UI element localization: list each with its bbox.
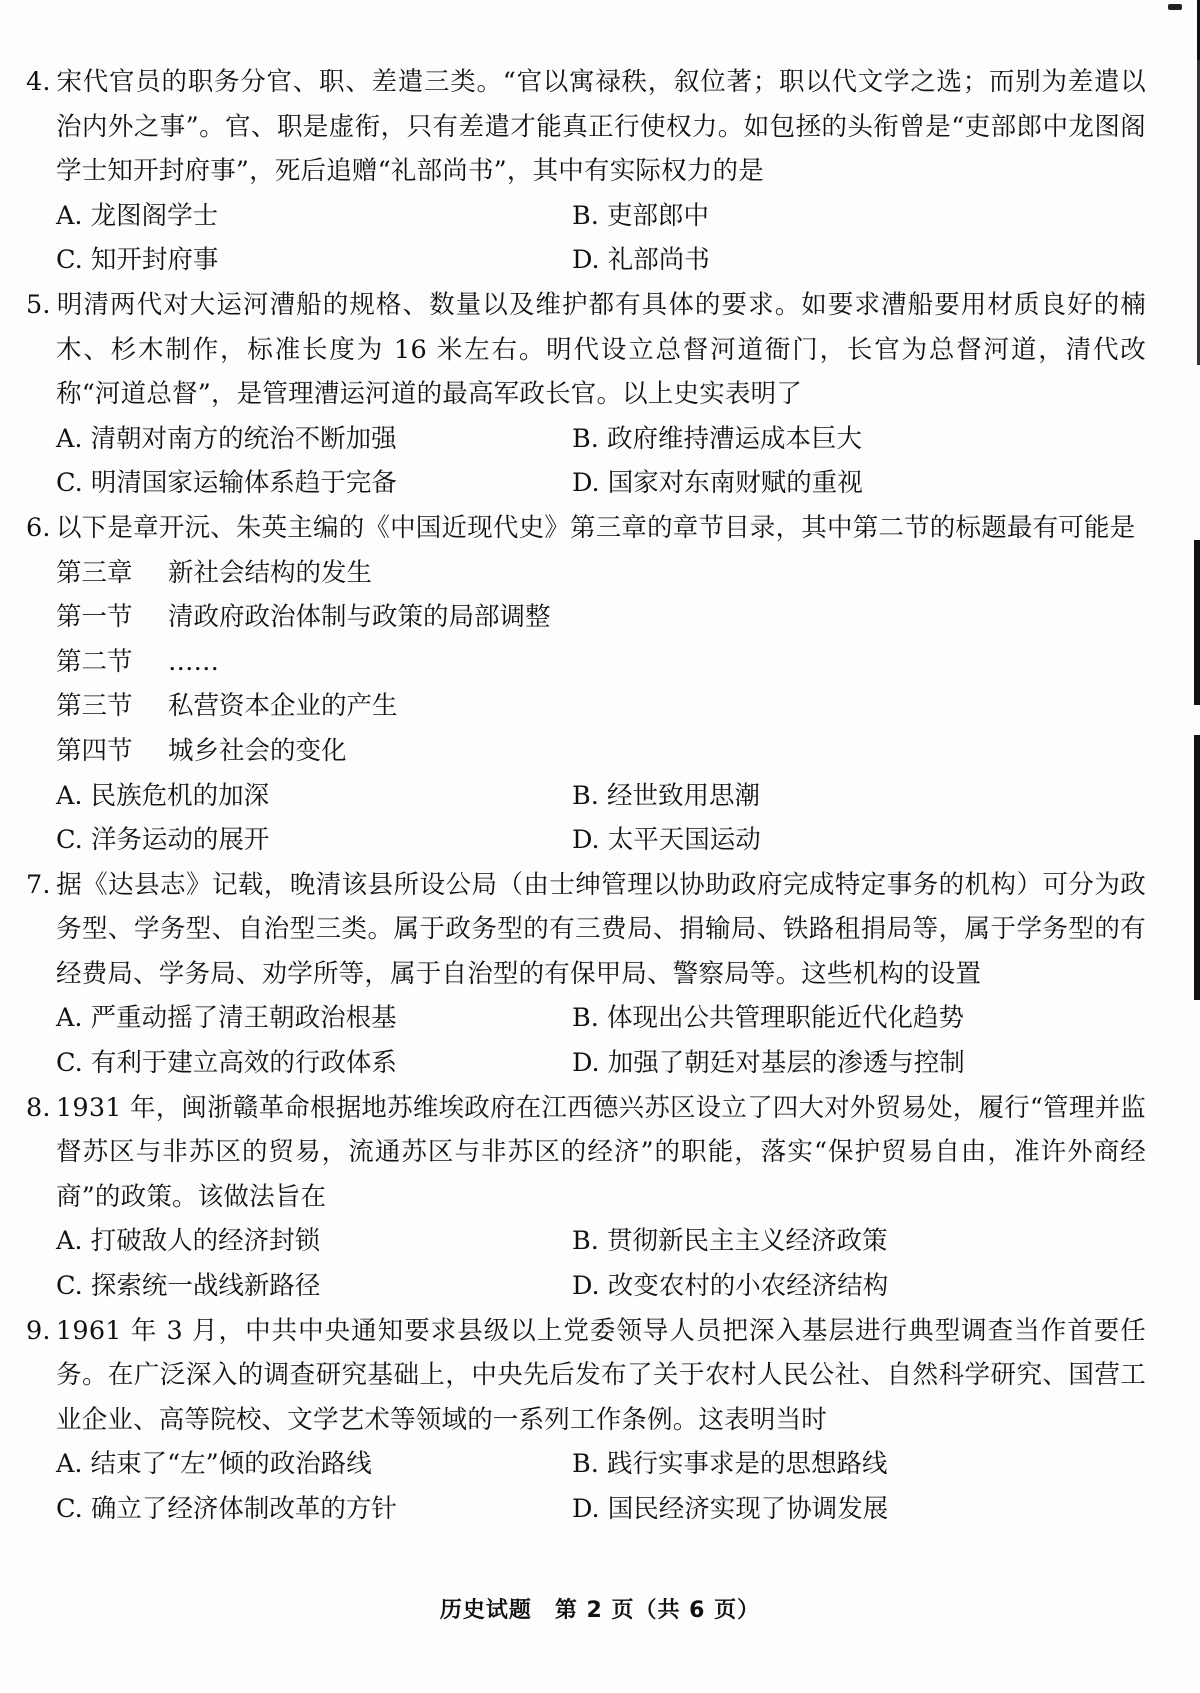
option-grid <box>26 417 1146 506</box>
question-7 <box>26 863 1146 1086</box>
question-text: 以下是章开沅、朱英主编的《中国近现代史》第三章的章节目录，其中第二节的标题最有可能是 <box>56 512 1136 543</box>
toc-entry <box>56 595 1146 640</box>
question-text: 明清两代对大运河漕船的规格、数量以及维护都有具体的要求。如要求漕船要用材质良好的楠木、杉木制作，标准长度为 16 米左右。明代设立总督河道衙门，长官为总督河道，清代改称“河道总督”，是管理漕运河道的最高军政长官。以上史实表明了 <box>56 289 1146 410</box>
question-4 <box>26 60 1146 283</box>
toc-title: 清政府政治体制与政策的局部调整 <box>168 602 551 633</box>
toc-label: 第二节 <box>56 646 133 677</box>
question-number: 9. <box>26 1315 51 1346</box>
option-a[interactable]: A. 龙图阁学士 <box>56 200 219 231</box>
question-number: 4. <box>26 67 51 97</box>
toc-label: 第四节 <box>56 735 133 766</box>
option-grid <box>26 1442 1146 1531</box>
question-number: 6. <box>26 512 51 543</box>
option-b[interactable]: B. 践行实事求是的思想路线 <box>572 1449 888 1480</box>
question-stem <box>26 1309 1146 1443</box>
question-text: 宋代官员的职务分官、职、差遣三类。“官以寓禄秩，叙位著；职以代文学之选；而别为差遣以治内外之事”。官、职是虚衔，只有差遣才能真正行使权力。如包拯的头衔曾是“吏部郎中龙图阁学士知开封府事”，死后追赠“礼部尚书”，其中有实际权力的是 <box>56 67 1146 187</box>
option-b[interactable]: B. 体现出公共管理职能近代化趋势 <box>572 1003 964 1034</box>
question-8 <box>26 1086 1146 1309</box>
question-number: 5. <box>26 289 51 320</box>
option-c[interactable]: C. 明清国家运输体系趋于完备 <box>56 468 397 499</box>
question-stem <box>26 60 1146 194</box>
option-b[interactable]: B. 吏部郎中 <box>572 200 709 231</box>
question-list <box>26 60 1146 1532</box>
question-text: 1931 年，闽浙赣革命根据地苏维埃政府在江西德兴苏区设立了四大对外贸易处，履行“管理并监督苏区与非苏区的贸易，流通苏区与非苏区的经济”的职能，落实“保护贸易自由，准许外商经商”的政策。该做法旨在 <box>56 1092 1146 1212</box>
question-stem <box>26 1086 1146 1220</box>
option-b[interactable]: B. 贯彻新民主主义经济政策 <box>572 1226 888 1257</box>
question-stem <box>26 506 1146 551</box>
option-a[interactable]: A. 结束了“左”倾的政治路线 <box>56 1449 372 1480</box>
option-b[interactable]: B. 经世致用思潮 <box>572 780 760 811</box>
option-grid <box>26 996 1146 1085</box>
binding-edge-mark <box>1194 540 1200 705</box>
option-a[interactable]: A. 民族危机的加深 <box>56 780 270 811</box>
option-c[interactable]: C. 有利于建立高效的行政体系 <box>56 1048 397 1079</box>
toc-title: 城乡社会的变化 <box>168 735 347 766</box>
option-grid <box>26 194 1146 283</box>
scan-mark <box>1168 4 1182 10</box>
toc-label: 第三章 <box>56 557 133 588</box>
question-number: 7. <box>26 869 51 900</box>
question-number: 8. <box>26 1092 51 1123</box>
option-d[interactable]: D. 礼部尚书 <box>572 245 710 276</box>
option-a[interactable]: A. 严重动摇了清王朝政治根基 <box>56 1003 397 1034</box>
question-stem <box>26 863 1146 997</box>
toc-title: …… <box>168 646 219 677</box>
question-5 <box>26 283 1146 506</box>
toc-title: 新社会结构的发生 <box>168 557 373 588</box>
option-d[interactable]: D. 改变农村的小农经济结构 <box>572 1271 889 1302</box>
question-text: 1961 年 3 月，中共中央通知要求县级以上党委领导人员把深入基层进行典型调查当作首要任务。在广泛深入的调查研究基础上，中央先后发布了关于农村人民公社、自然科学研究、国营工业企业、高等院校、文学艺术等领域的一系列工作条例。这表明当时 <box>56 1315 1146 1435</box>
option-c[interactable]: C. 确立了经济体制改革的方针 <box>56 1494 397 1524</box>
toc-entry <box>56 551 1146 596</box>
toc-entry <box>56 684 1146 729</box>
option-a[interactable]: A. 清朝对南方的统治不断加强 <box>56 423 397 454</box>
question-6 <box>26 506 1146 863</box>
question-9 <box>26 1309 1146 1532</box>
toc-label: 第一节 <box>56 602 133 633</box>
option-b[interactable]: B. 政府维持漕运成本巨大 <box>572 423 862 454</box>
option-c[interactable]: C. 知开封府事 <box>56 245 219 276</box>
question-stem <box>26 283 1146 417</box>
option-grid <box>26 1219 1146 1308</box>
option-a[interactable]: A. 打破敌人的经济封锁 <box>56 1226 321 1257</box>
toc-entry <box>56 729 1146 774</box>
question-text: 据《达县志》记载，晚清该县所设公局（由士绅管理以协助政府完成特定事务的机构）可分为政务型、学务型、自治型三类。属于政务型的有三费局、捐输局、铁路租捐局等，属于学务型的有经费局、学务局、劝学所等，属于自治型的有保甲局、警察局等。这些机构的设置 <box>56 869 1146 989</box>
option-c[interactable]: C. 洋务运动的展开 <box>56 825 270 856</box>
toc-label: 第三节 <box>56 691 133 722</box>
table-of-contents <box>26 551 1146 774</box>
page-footer: 历史试题 第 2 页（共 6 页） <box>439 1598 761 1623</box>
option-d[interactable]: D. 太平天国运动 <box>572 825 761 856</box>
option-grid <box>26 774 1146 863</box>
toc-title: 私营资本企业的产生 <box>168 691 398 722</box>
toc-entry <box>56 640 1146 685</box>
option-d[interactable]: D. 国民经济实现了协调发展 <box>572 1494 889 1524</box>
option-c[interactable]: C. 探索统一战线新路径 <box>56 1271 321 1302</box>
binding-edge-mark <box>1194 735 1200 1000</box>
option-d[interactable]: D. 加强了朝廷对基层的渗透与控制 <box>572 1048 965 1079</box>
option-d[interactable]: D. 国家对东南财赋的重视 <box>572 468 863 499</box>
